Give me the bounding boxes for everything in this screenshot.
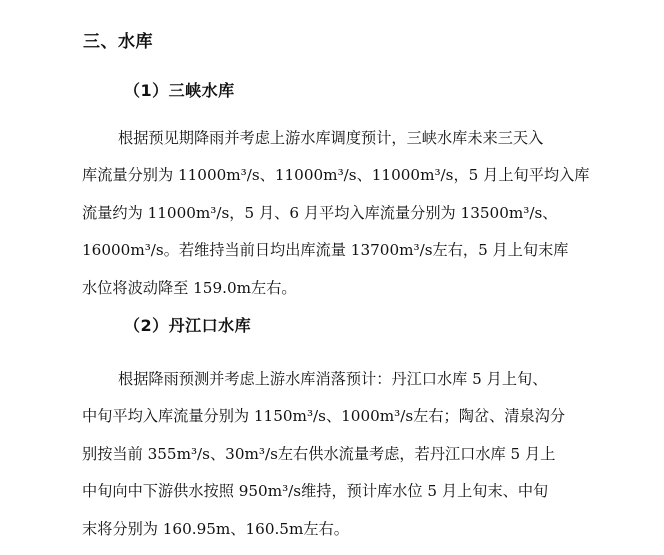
subsection-heading-three-gorges: （1）三峡水库 xyxy=(124,81,235,100)
paragraph-line: 16000m³/s。若维持当前日均出库流量 13700m³/s左右，5 月上旬末库 xyxy=(82,241,569,260)
paragraph-line: 中旬向中下游供水按照 950m³/s维持，预计库水位 5 月上旬末、中旬 xyxy=(82,482,549,501)
subsection-heading-danjiangkou: （2）丹江口水库 xyxy=(124,316,252,335)
paragraph-line: 根据降雨预测并考虑上游水库消落预计：丹江口水库 5 月上旬、 xyxy=(118,370,548,388)
paragraph-line: 库流量分别为 11000m³/s、11000m³/s、11000m³/s，5 月上旬平均入库 xyxy=(82,166,590,185)
paragraph-danjiangkou xyxy=(82,361,622,548)
paragraph-three-gorges xyxy=(82,120,622,307)
paragraph-line: 流量约为 11000m³/s，5 月、6 月平均入库流量分别为 13500m³/s、 xyxy=(82,203,558,222)
paragraph-line: 别按当前 355m³/s、30m³/s左右供水流量考虑，若丹江口水库 5 月上 xyxy=(82,444,556,463)
section-heading: 三、水库 xyxy=(83,32,153,52)
paragraph-line: 末将分别为 160.95m、160.5m左右。 xyxy=(82,519,349,538)
paragraph-line: 根据预见期降雨并考虑上游水库调度预计，三峡水库未来三天入 xyxy=(118,129,544,147)
paragraph-line: 中旬平均入库流量分别为 1150m³/s、1000m³/s左右；陶岔、清泉沟分 xyxy=(82,407,566,426)
paragraph-line: 水位将波动降至 159.0m左右。 xyxy=(82,278,297,297)
